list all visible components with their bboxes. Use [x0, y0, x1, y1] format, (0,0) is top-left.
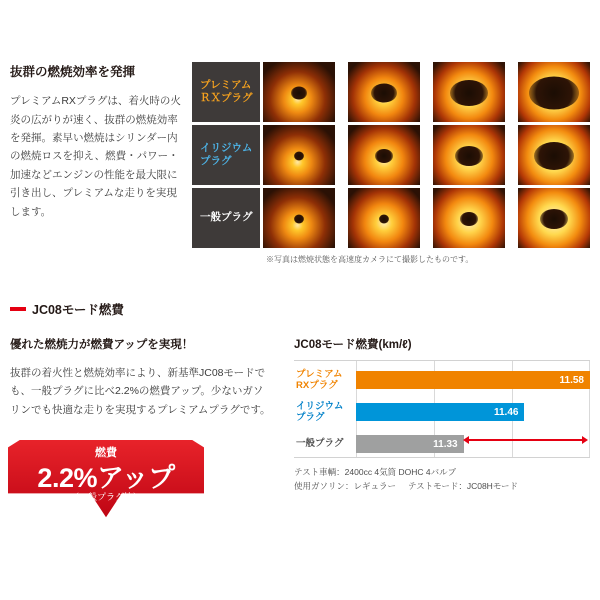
photo-frame: [433, 188, 505, 248]
chart-notes: [294, 466, 590, 493]
photo-frames-premium: [263, 62, 590, 122]
fuel-economy-badge: [8, 440, 204, 532]
chart-bar-label-iridium-line1: イリジウム: [296, 400, 344, 412]
chart-bar-label-premium-line1: プレミアム: [296, 368, 343, 380]
combustion-text-column: [10, 64, 185, 221]
fuel-economy-heading-label: JC08モード燃費: [32, 303, 124, 317]
fuel-economy-heading: [10, 300, 124, 318]
chart-note-line1: テスト車輌：2400cc 4気筒 DOHC 4バルブ: [294, 467, 457, 477]
arrow-right-icon: ▶: [508, 87, 515, 97]
chart-bar-value-normal: 11.33: [433, 438, 458, 450]
arrow-right-icon: ▶: [338, 150, 345, 160]
chart-bar-label-normal: [294, 438, 356, 449]
photo-frame: [263, 62, 335, 122]
badge-line2: 2.2%アップ: [37, 463, 175, 493]
photo-frame: [433, 125, 505, 185]
arrow-right-icon: ▶: [508, 213, 515, 223]
photo-row-premium: [192, 62, 590, 122]
fuel-economy-body: 抜群の着火性と燃焼効率により、新基準JC08モードでも、一般プラグに比べ2.2%の燃費アップ。少ないガソリンでも快適な走りを実現するプレミアムプラグです。: [10, 367, 271, 416]
photo-frame: [263, 125, 335, 185]
photo-frame: [518, 188, 590, 248]
chart-note-mode: テストモード：JC08Hモード: [408, 480, 518, 491]
difference-arrow-icon: [469, 439, 582, 441]
photo-row-label-premium: [192, 62, 260, 122]
photo-frame: [518, 125, 590, 185]
photo-row-iridium: [192, 125, 590, 185]
fuel-economy-chart: [294, 336, 590, 493]
chart-bar-normal: [356, 435, 464, 453]
combustion-photo-grid: [192, 62, 590, 265]
chart-bar-label-normal-line1: 一般プラグ: [296, 438, 344, 450]
chart-bar-track: [356, 403, 590, 421]
fuel-economy-text-column: [10, 336, 272, 419]
chart-bar-label-iridium: [294, 401, 356, 424]
photo-frame: [348, 125, 420, 185]
chart-bar-label-premium-line2: RXプラグ: [296, 380, 338, 391]
arrow-right-icon: ▶: [423, 150, 430, 160]
arrow-right-icon: ▶: [508, 150, 515, 160]
photo-frame: [433, 62, 505, 122]
badge-line3: （一般プラグ比）: [69, 492, 142, 502]
chart-bar-value-iridium: 11.46: [493, 406, 519, 418]
combustion-body: プレミアムRXプラグは、着火時の火炎の広がりが速く、抜群の燃焼効率を発揮。素早い燃焼はシリンダー内の燃焼ロスを抑え、燃費・パワー・加速などエンジンの性能を最大限に引き出し、プレミアムな走りを実現します。: [10, 95, 181, 218]
photo-row-label-iridium-line1: イリジウム: [200, 141, 253, 154]
photo-row-label-premium-line1: プレミアム: [200, 78, 252, 91]
photo-frame: [348, 188, 420, 248]
chart-bar-row-premium: [294, 367, 590, 393]
chart-bar-iridium: [356, 403, 524, 421]
photo-note: ※写真は燃焼状態を高速度カメラにて撮影したものです。: [266, 255, 474, 264]
chart-bar-label-premium: [294, 369, 356, 392]
arrow-right-icon: ▶: [423, 87, 430, 97]
chart-bar-row-iridium: [294, 399, 590, 425]
chart-bar-track: [356, 371, 590, 389]
arrow-right-icon: ▶: [338, 213, 345, 223]
combustion-title: 抜群の燃焼効率を発揮: [10, 65, 136, 79]
red-bar-icon: [10, 307, 26, 311]
chart-bar-row-normal: [294, 431, 590, 457]
photo-frames-normal: [263, 188, 590, 248]
chart-bar-label-iridium-line2: プラグ: [296, 412, 325, 423]
chart-note-line2: [294, 480, 590, 494]
chart-bar-value-premium: 11.58: [559, 374, 584, 386]
fuel-economy-lead: 優れた燃焼力が燃費アップを実現！: [10, 339, 194, 351]
photo-row-label-iridium-line2: プラグ: [200, 155, 232, 167]
photo-frame: [518, 62, 590, 122]
photo-row-label-normal: [192, 188, 260, 248]
photo-row-label-premium-line2: ＲＸプラグ: [200, 92, 253, 104]
chart-bar-track: [356, 435, 590, 453]
photo-row-label-iridium: [192, 125, 260, 185]
photo-row-label-normal-line1: 一般プラグ: [200, 211, 253, 224]
photo-frame: [348, 62, 420, 122]
arrow-right-icon: ▶: [423, 213, 430, 223]
chart-plot-area: [294, 360, 590, 458]
arrow-right-icon: ▶: [338, 87, 345, 97]
chart-title: JC08モード燃費(km/ℓ): [294, 339, 412, 351]
photo-frame: [263, 188, 335, 248]
photo-frames-iridium: [263, 125, 590, 185]
badge-line1: 燃費: [95, 447, 117, 459]
photo-row-normal: [192, 188, 590, 248]
chart-note-fuel: 使用ガソリン：レギュラー: [294, 480, 397, 491]
chart-bar-premium: [356, 371, 590, 389]
